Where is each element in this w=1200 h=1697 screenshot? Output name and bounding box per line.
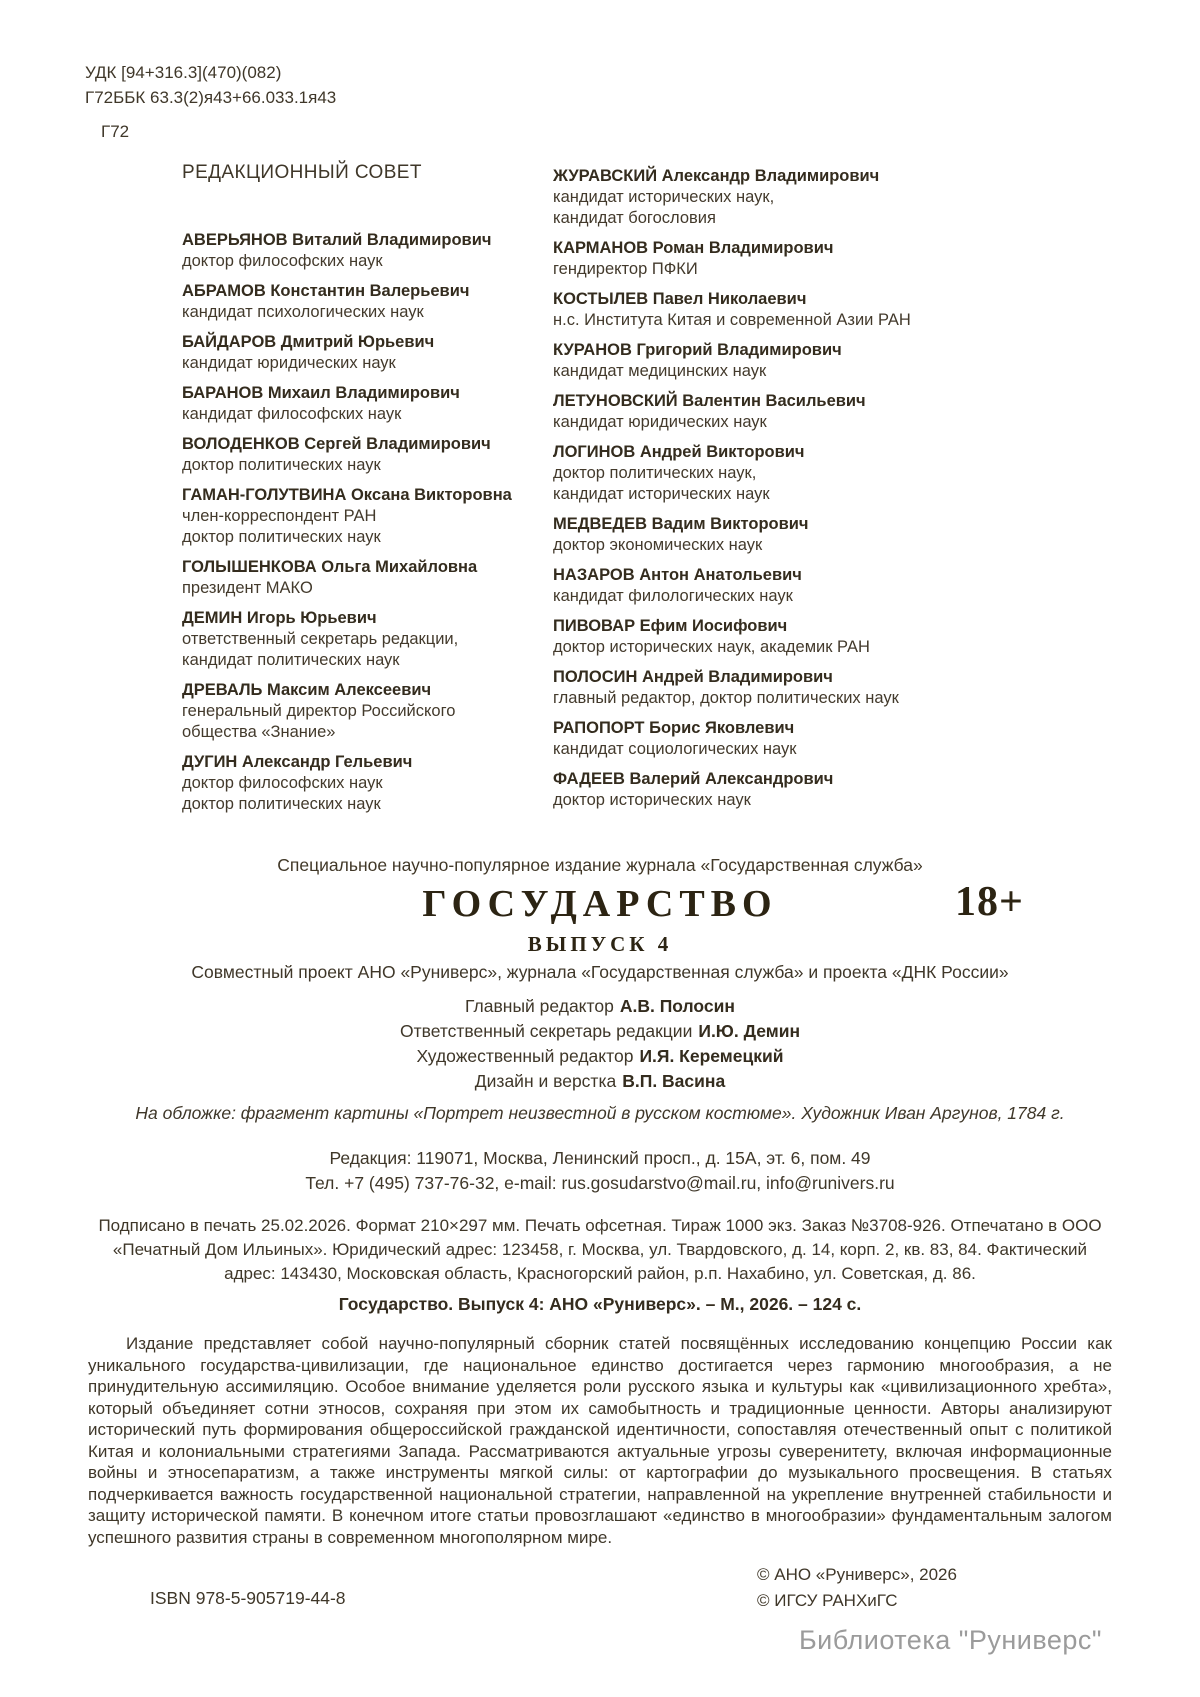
member-role: кандидат медицинских наук	[553, 362, 767, 380]
member-name: ДУГИН Александр Гельевич	[182, 753, 413, 771]
member-name: ГАМАН-ГОЛУТВИНА Оксана Викторовна	[182, 486, 512, 504]
board-member	[553, 166, 1013, 229]
member-name: ДРЕВАЛЬ Максим Алексеевич	[182, 681, 432, 699]
member-name: РАПОПОРТ Борис Яковлевич	[553, 719, 795, 737]
member-role: доктор политических наук	[182, 456, 381, 474]
copyright-line-1: © АНО «Руниверс», 2026	[757, 1565, 957, 1584]
copyright-line-2: © ИГСУ РАНХиГС	[757, 1591, 898, 1610]
print-imprint-note: Подписано в печать 25.02.2026. Формат 210×297 мм. Печать офсетная. Тираж 1000 экз. Заказ №3708-926. Отпечатано в ООО «Печатный Дом Ильиных». Юридический адрес: 123458, г. Москва, ул. Твардовского, д. 14, корп. 2, кв. 83, 84. Фактический адрес: 143430, Московская область, Красногорский район, р.п. Нахабино, ул. Советская, д. 86.	[98, 1216, 1102, 1283]
series-note: Специальное научно-популярное издание журнала «Государственная служба»	[277, 855, 923, 875]
board-member	[182, 230, 547, 272]
library-watermark: Библиотека "Руниверс"	[798, 1625, 1102, 1655]
staff-name: А.В. Полосин	[619, 996, 735, 1016]
editorial-board-title: РЕДАКЦИОННЫЙ СОВЕТ	[182, 162, 422, 183]
staff-name: И.Я. Керемецкий	[639, 1046, 784, 1066]
staff-role: Дизайн и верстка	[474, 1071, 617, 1091]
member-role: кандидат политических наук	[182, 651, 400, 669]
staff-line	[0, 1069, 1200, 1094]
cover-note: На обложке: фрагмент картины «Портрет неизвестной в русском костюме». Художник Иван Аргунов, 1784 г.	[135, 1103, 1065, 1123]
member-role: доктор политических наук	[182, 795, 381, 813]
member-role: кандидат филологических наук	[553, 587, 793, 605]
member-name: ЛОГИНОВ Андрей Викторович	[553, 443, 805, 461]
member-role: кандидат исторических наук,	[553, 188, 775, 206]
isbn: ISBN 978-5-905719-44-8	[150, 1588, 346, 1608]
edition-title: ГОСУДАРСТВО	[422, 883, 778, 925]
board-member	[182, 752, 547, 815]
member-name: НАЗАРОВ Антон Анатольевич	[553, 566, 802, 584]
member-role: кандидат богословия	[553, 209, 716, 227]
staff-line	[0, 1019, 1200, 1044]
staff-name: В.П. Васина	[622, 1071, 726, 1091]
member-name: ГОЛЫШЕНКОВА Ольга Михайловна	[182, 558, 478, 576]
member-role: общества «Знание»	[182, 723, 336, 741]
author-sign-code: Г72	[101, 122, 130, 141]
edition-subtitle: ВЫПУСК 4	[527, 932, 673, 956]
staff-line	[0, 994, 1200, 1019]
staff-role: Главный редактор	[465, 996, 614, 1016]
member-role: кандидат исторических наук	[553, 485, 770, 503]
editorial-address-block	[0, 1146, 1200, 1196]
board-member	[553, 667, 1013, 709]
board-member	[553, 238, 1013, 280]
editorial-board-right-column	[553, 166, 1013, 820]
board-member	[182, 434, 547, 476]
board-member	[182, 383, 547, 425]
member-role: кандидат социологических наук	[553, 740, 797, 758]
board-member	[182, 332, 547, 374]
bibliographic-line: Государство. Выпуск 4: АНО «Руниверс». – М., 2026. – 124 с.	[338, 1294, 862, 1314]
member-role: доктор экономических наук	[553, 536, 763, 554]
member-role: доктор политических наук	[182, 528, 381, 546]
member-role: доктор политических наук,	[553, 464, 757, 482]
member-name: АВЕРЬЯНОВ Виталий Владимирович	[182, 231, 492, 249]
board-member	[553, 289, 1013, 331]
member-name: АБРАМОВ Константин Валерьевич	[182, 282, 470, 300]
editorial-board-left-column	[182, 230, 547, 824]
board-member	[182, 485, 547, 548]
annotation-paragraph: Издание представляет собой научно-популярный сборник статей посвящённых исследованию концепцию России как уникального государства-цивилизации, где национальное единство достигается через гармонию многообразия, а не принудительную ассимиляцию. Особое внимание уделяется роли русского языка и культуры как «цивилизационного хребта», который объединяет сотни этносов, сохраняя при этом их самобытность и традиционные ценности. Авторы анализируют исторический путь формирования общероссийской гражданской идентичности, сопоставляя отечественный опыт с политикой Китая и колониальными стратегиями Запада. Рассматриваются актуальные угрозы суверенитету, включая информационные войны и этносепаратизм, а также инструменты мягкой силы: от картографии до музыкального просвещения. В статьях подчеркивается важность государственной национальной стратегии, направленной на укрепление внутренней стабильности и защиту исторической памяти. В конечном итоге статьи провозглашают «единство в многообразии» фундаментальным залогом успешного развития страны в современном многополярном мире.	[88, 1334, 1112, 1547]
staff-role: Ответственный секретарь редакции	[399, 1021, 693, 1041]
member-role: доктор исторических наук, академик РАН	[553, 638, 870, 656]
member-role: кандидат психологических наук	[182, 303, 424, 321]
member-name: БАЙДАРОВ Дмитрий Юрьевич	[182, 333, 435, 351]
age-rating-badge: 18+	[955, 879, 1024, 925]
member-role: н.с. Института Китая и современной Азии РАН	[553, 311, 911, 329]
udk-code: УДК [94+316.3](470)(082)	[85, 63, 282, 82]
member-name: КАРМАНОВ Роман Владимирович	[553, 239, 834, 257]
member-role: президент МАКО	[182, 579, 313, 597]
member-name: ПОЛОСИН Андрей Владимирович	[553, 668, 833, 686]
member-role: кандидат юридических наук	[182, 354, 396, 372]
board-member	[553, 565, 1013, 607]
member-name: ФАДЕЕВ Валерий Александрович	[553, 770, 834, 788]
board-member	[553, 769, 1013, 811]
board-member	[182, 281, 547, 323]
member-name: МЕДВЕДЕВ Вадим Викторович	[553, 515, 809, 533]
member-role: доктор философских наук	[182, 252, 383, 270]
board-member	[182, 608, 547, 671]
classification-block	[85, 60, 336, 110]
member-name: БАРАНОВ Михаил Владимирович	[182, 384, 460, 402]
board-member	[553, 514, 1013, 556]
staff-block	[0, 994, 1200, 1094]
board-member	[553, 391, 1013, 433]
member-name: КУРАНОВ Григорий Владимирович	[553, 341, 842, 359]
member-name: КОСТЫЛЕВ Павел Николаевич	[553, 290, 807, 308]
bbk-code: Г72ББК 63.3(2)я43+66.033.1я43	[85, 88, 337, 107]
member-role: доктор исторических наук	[553, 791, 751, 809]
staff-role: Художественный редактор	[416, 1046, 634, 1066]
editorial-address: Редакция: 119071, Москва, Ленинский просп., д. 15А, эт. 6, пом. 49	[329, 1148, 871, 1168]
project-note: Совместный проект АНО «Руниверс», журнала «Государственная служба» и проекта «ДНК России»	[191, 962, 1009, 982]
member-name: ПИВОВАР Ефим Иосифович	[553, 617, 788, 635]
staff-name: И.Ю. Демин	[698, 1021, 801, 1041]
member-name: ЖУРАВСКИЙ Александр Владимирович	[553, 167, 880, 185]
member-role: кандидат философских наук	[182, 405, 402, 423]
member-role: главный редактор, доктор политических наук	[553, 689, 899, 707]
board-member	[553, 442, 1013, 505]
board-member	[182, 680, 547, 743]
editorial-contacts: Тел. +7 (495) 737-76-32, e-mail: rus.gosudarstvo@mail.ru, info@runivers.ru	[305, 1173, 895, 1193]
board-member	[553, 718, 1013, 760]
board-member	[553, 616, 1013, 658]
member-name: ЛЕТУНОВСКИЙ Валентин Васильевич	[553, 392, 866, 410]
board-member	[553, 340, 1013, 382]
board-member	[182, 557, 547, 599]
staff-line	[0, 1044, 1200, 1069]
member-role: генеральный директор Российского	[182, 702, 456, 720]
copyright-block	[757, 1562, 957, 1614]
member-name: ДЕМИН Игорь Юрьевич	[182, 609, 377, 627]
member-role: ответственный секретарь редакции,	[182, 630, 459, 648]
member-role: кандидат юридических наук	[553, 413, 767, 431]
member-role: доктор философских наук	[182, 774, 383, 792]
member-role: член-корреспондент РАН	[182, 507, 377, 525]
member-role: гендиректор ПФКИ	[553, 260, 698, 278]
member-name: ВОЛОДЕНКОВ Сергей Владимирович	[182, 435, 491, 453]
